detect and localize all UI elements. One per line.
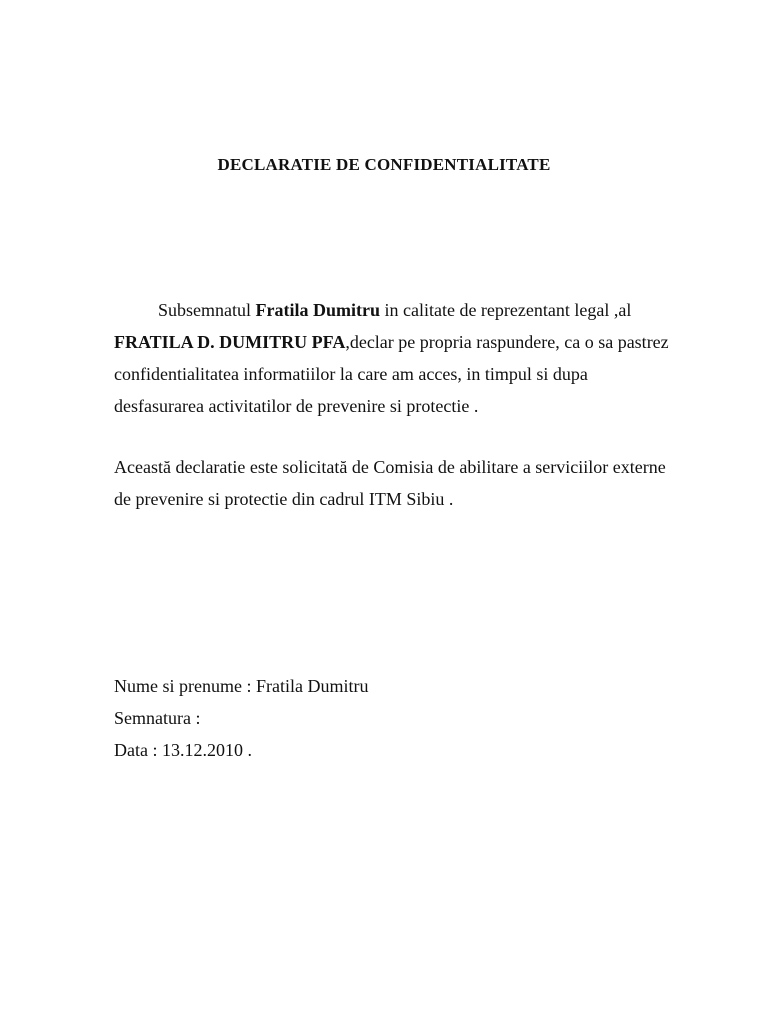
text-subsemnatul: Subsemnatul <box>158 300 256 320</box>
text-declaration: ,declar pe propria raspundere, ca o sa pastrez <box>345 332 669 352</box>
request-paragraph <box>114 451 666 515</box>
signature-block <box>114 670 368 766</box>
paragraph-line <box>114 326 669 358</box>
representative-name: Fratila Dumitru <box>255 300 380 320</box>
company-name: FRATILA D. DUMITRU PFA <box>114 332 346 352</box>
paragraph-line: Această declaratie este solicitată de Comisia de abilitare a serviciilor externe <box>114 457 666 477</box>
signature-field: Semnatura : <box>114 708 201 728</box>
paragraph-line <box>114 294 662 326</box>
date-field: Data : 13.12.2010 . <box>114 740 252 760</box>
paragraph-line: confidentialitatea informatiilor la care am acces, in timpul si dupa <box>114 364 588 384</box>
paragraph-line: de prevenire si protectie din cadrul ITM Sibiu . <box>114 489 454 509</box>
text-role: in calitate de reprezentant legal ,al <box>379 300 632 320</box>
paragraph-line: desfasurarea activitatilor de prevenire si protectie . <box>114 396 479 416</box>
document-title: DECLARATIE DE CONFIDENTIALITATE <box>217 155 551 174</box>
declaration-paragraph <box>114 294 669 422</box>
name-field: Nume si prenume : Fratila Dumitru <box>114 676 369 696</box>
